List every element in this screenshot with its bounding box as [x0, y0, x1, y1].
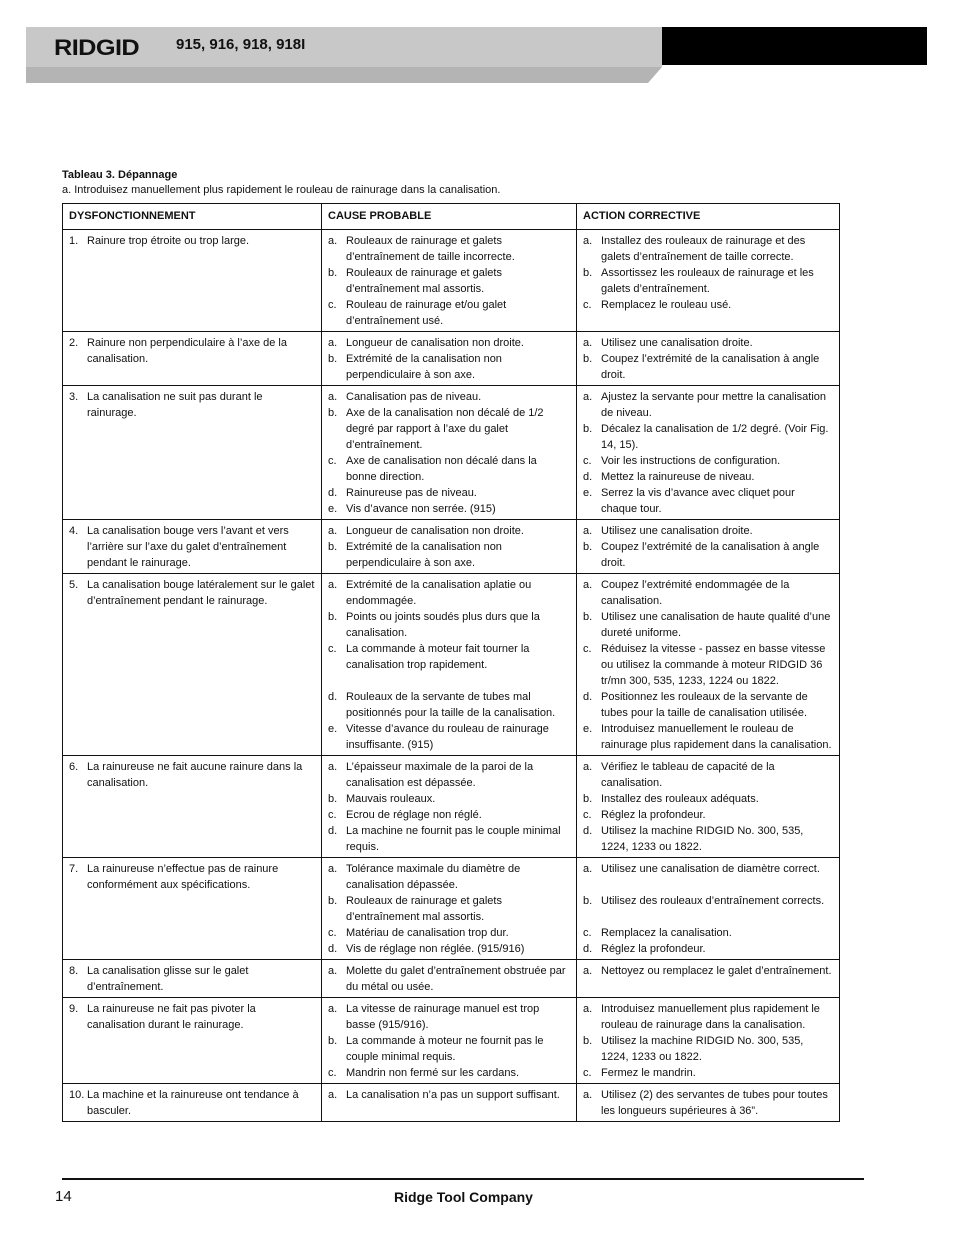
item-text: Rouleaux de rainurage et galets d’entraînement mal assortis.: [346, 895, 502, 923]
cause-cell: [322, 332, 577, 386]
item-letter: b.: [328, 353, 338, 365]
item-letter: d.: [583, 471, 593, 483]
item-letter: a.: [328, 337, 338, 349]
item-letter: b.: [328, 793, 338, 805]
item-letter: b.: [583, 895, 593, 907]
row-number: 3.: [69, 391, 79, 403]
problem-text: La rainureuse ne fait aucune rainure dans la canalisation.: [87, 761, 303, 789]
item-letter: a.: [328, 1003, 338, 1015]
problem-cell: [63, 332, 322, 386]
spacer: [583, 909, 833, 925]
item-text: Mauvais rouleaux.: [346, 793, 436, 805]
table-body: [63, 230, 840, 1122]
row-number: 5.: [69, 579, 79, 591]
item-text: Canalisation pas de niveau.: [346, 391, 482, 403]
item-text: Mandrin non fermé sur les cardans.: [346, 1067, 520, 1079]
item-letter: a.: [328, 391, 338, 403]
table-header-row: [63, 204, 840, 230]
item-text: Ecrou de réglage non réglé.: [346, 809, 482, 821]
item-text: Installez des rouleaux de rainurage et des galets d’entraînement de taille correcte.: [601, 235, 806, 263]
cause-item: [328, 941, 570, 957]
item-text: Réglez la profondeur.: [601, 809, 706, 821]
item-letter: d.: [328, 943, 338, 955]
cause-item: [328, 791, 570, 807]
table-row: [63, 1084, 840, 1122]
table-title: Tableau 3. Dépannage: [62, 169, 178, 181]
problem-text: La canalisation bouge latéralement sur le galet d’entraînement pendant le rainurage.: [87, 579, 315, 607]
problem-text: Rainure non perpendiculaire à l’axe de la canalisation.: [87, 337, 287, 365]
item-text: Fermez le mandrin.: [601, 1067, 696, 1079]
item-text: Remplacez la canalisation.: [601, 927, 732, 939]
item-text: Nettoyez ou remplacez le galet d’entraînement.: [601, 965, 832, 977]
item-text: Introduisez manuellement plus rapidement le rouleau de rainurage dans la canalisation.: [601, 1003, 820, 1031]
table-row: [63, 998, 840, 1084]
cause-item: [328, 925, 570, 941]
spacer: [583, 877, 833, 893]
item-text: Coupez l’extrémité de la canalisation à angle droit.: [601, 353, 820, 381]
action-item: [583, 861, 833, 877]
item-letter: d.: [583, 825, 593, 837]
item-text: Rainureuse pas de niveau.: [346, 487, 477, 499]
cause-cell: [322, 1084, 577, 1122]
item-text: La commande à moteur fait tourner la canalisation trop rapidement.: [346, 643, 530, 671]
cause-item: [328, 721, 570, 753]
header-cause: CAUSE PROBABLE: [322, 204, 577, 230]
cause-item: [328, 335, 570, 351]
cause-item: [328, 641, 570, 673]
action-item: [583, 453, 833, 469]
item-letter: e.: [583, 723, 593, 735]
item-letter: a.: [583, 965, 593, 977]
action-item: [583, 265, 833, 297]
action-item: [583, 641, 833, 689]
cause-item: [328, 861, 570, 893]
cause-item: [328, 893, 570, 925]
action-item: [583, 941, 833, 957]
row-number: 9.: [69, 1003, 79, 1015]
item-text: Réglez la profondeur.: [601, 943, 706, 955]
item-text: Introduisez manuellement le rouleau de rainurage plus rapidement dans la canalisation.: [601, 723, 832, 751]
item-letter: d.: [583, 691, 593, 703]
cause-item: [328, 689, 570, 721]
table-caption: [62, 168, 500, 198]
model-numbers: 915, 916, 918, 918I: [176, 36, 306, 53]
problem-cell: [63, 858, 322, 960]
table-row: [63, 520, 840, 574]
action-item: [583, 539, 833, 571]
item-letter: b.: [328, 541, 338, 553]
item-text: Extrémité de la canalisation non perpendiculaire à son axe.: [346, 353, 502, 381]
problem-cell: [63, 998, 322, 1084]
item-text: Utilisez une canalisation droite.: [601, 525, 753, 537]
header-problem: DYSFONCTIONNEMENT: [63, 204, 322, 230]
cause-item: [328, 1065, 570, 1081]
item-letter: c.: [328, 927, 337, 939]
item-letter: a.: [583, 337, 593, 349]
item-letter: c.: [583, 455, 592, 467]
table-row: [63, 960, 840, 998]
cause-item: [328, 485, 570, 501]
problem-cell: [63, 960, 322, 998]
row-number: 4.: [69, 525, 79, 537]
row-number: 8.: [69, 965, 79, 977]
action-item: [583, 389, 833, 421]
item-text: Axe de la canalisation non décalé de 1/2 degré par rapport à l’axe du galet d’entraînement.: [346, 407, 544, 451]
item-text: Matériau de canalisation trop dur.: [346, 927, 509, 939]
problem-cell: [63, 574, 322, 756]
item-letter: a.: [583, 579, 593, 591]
cause-item: [328, 405, 570, 453]
action-item: [583, 335, 833, 351]
item-letter: a.: [583, 1003, 593, 1015]
item-letter: a.: [583, 525, 593, 537]
item-letter: b.: [328, 611, 338, 623]
action-cell: [577, 520, 840, 574]
company-name: Ridge Tool Company: [394, 1189, 533, 1205]
action-item: [583, 807, 833, 823]
action-item: [583, 925, 833, 941]
action-cell: [577, 574, 840, 756]
cause-item: [328, 1033, 570, 1065]
cause-item: [328, 823, 570, 855]
action-item: [583, 469, 833, 485]
item-letter: c.: [583, 809, 592, 821]
problem-text: La rainureuse ne fait pas pivoter la canalisation durant le rainurage.: [87, 1003, 256, 1031]
item-text: La canalisation n’a pas un support suffisant.: [346, 1089, 560, 1101]
table-row: [63, 756, 840, 858]
cause-item: [328, 807, 570, 823]
table-row: [63, 858, 840, 960]
item-letter: c.: [328, 455, 337, 467]
item-text: Points ou joints soudés plus durs que la canalisation.: [346, 611, 540, 639]
action-item: [583, 1087, 833, 1119]
action-item: [583, 791, 833, 807]
cause-item: [328, 523, 570, 539]
item-letter: b.: [328, 267, 338, 279]
action-cell: [577, 332, 840, 386]
item-letter: d.: [583, 943, 593, 955]
item-text: Extrémité de la canalisation non perpendiculaire à son axe.: [346, 541, 502, 569]
item-letter: a.: [328, 525, 338, 537]
cause-cell: [322, 960, 577, 998]
item-letter: a.: [328, 965, 338, 977]
cause-item: [328, 389, 570, 405]
action-cell: [577, 386, 840, 520]
problem-text: La canalisation bouge vers l’avant et vers l’arrière sur l’axe du galet d’entraînement pendant le rainurage.: [87, 525, 289, 569]
action-item: [583, 233, 833, 265]
item-letter: d.: [328, 691, 338, 703]
item-text: Rouleaux de la servante de tubes mal positionnés pour la taille de la canalisation.: [346, 691, 556, 719]
header-action: ACTION CORRECTIVE: [577, 204, 840, 230]
action-item: [583, 1033, 833, 1065]
item-letter: a.: [583, 391, 593, 403]
action-cell: [577, 230, 840, 332]
item-text: Voir les instructions de configuration.: [601, 455, 781, 467]
item-letter: e.: [328, 503, 338, 515]
item-text: Coupez l’extrémité de la canalisation à angle droit.: [601, 541, 820, 569]
troubleshooting-table: [62, 203, 840, 1122]
item-text: Extrémité de la canalisation aplatie ou endommagée.: [346, 579, 532, 607]
table-row: [63, 332, 840, 386]
item-text: Utilisez la machine RIDGID No. 300, 535, 1224, 1233 ou 1822.: [601, 825, 804, 853]
problem-text: La canalisation ne suit pas durant le rainurage.: [87, 391, 263, 419]
item-letter: a.: [328, 1089, 338, 1101]
item-text: L’épaisseur maximale de la paroi de la canalisation est dépassée.: [346, 761, 534, 789]
cause-item: [328, 759, 570, 791]
item-letter: c.: [328, 643, 337, 655]
item-text: Utilisez la machine RIDGID No. 300, 535, 1224, 1233 ou 1822.: [601, 1035, 804, 1063]
item-letter: b.: [583, 423, 593, 435]
item-text: Vitesse d’avance du rouleau de rainurage insuffisante. (915): [346, 723, 549, 751]
item-letter: b.: [583, 793, 593, 805]
problem-cell: [63, 386, 322, 520]
problem-text: Rainure trop étroite ou trop large.: [87, 235, 250, 247]
row-number: 6.: [69, 761, 79, 773]
cause-cell: [322, 386, 577, 520]
cause-item: [328, 1001, 570, 1033]
problem-cell: [63, 1084, 322, 1122]
table-row: [63, 386, 840, 520]
item-letter: c.: [328, 1067, 337, 1079]
cause-item: [328, 577, 570, 609]
action-item: [583, 689, 833, 721]
problem-cell: [63, 230, 322, 332]
item-letter: c.: [328, 809, 337, 821]
item-letter: d.: [328, 487, 338, 499]
cause-item: [328, 297, 570, 329]
footer-rule: [62, 1178, 864, 1180]
cause-item: [328, 539, 570, 571]
header-black-block: [662, 27, 927, 65]
item-letter: a.: [583, 761, 593, 773]
item-text: Utilisez une canalisation droite.: [601, 337, 753, 349]
cause-cell: [322, 858, 577, 960]
action-item: [583, 823, 833, 855]
item-text: Vérifiez le tableau de capacité de la canalisation.: [601, 761, 775, 789]
cause-cell: [322, 756, 577, 858]
problem-cell: [63, 756, 322, 858]
item-letter: a.: [328, 579, 338, 591]
item-letter: b.: [583, 1035, 593, 1047]
item-text: Remplacez le rouleau usé.: [601, 299, 732, 311]
row-number: 2.: [69, 337, 79, 349]
action-cell: [577, 960, 840, 998]
item-letter: b.: [583, 353, 593, 365]
cause-item: [328, 501, 570, 517]
item-letter: b.: [583, 267, 593, 279]
cause-cell: [322, 574, 577, 756]
item-text: Utilisez une canalisation de diamètre correct.: [601, 863, 820, 875]
action-item: [583, 421, 833, 453]
cause-item: [328, 351, 570, 383]
action-cell: [577, 998, 840, 1084]
table-note: a. Introduisez manuellement plus rapidement le rouleau de rainurage dans la canalisation.: [62, 184, 501, 196]
action-cell: [577, 858, 840, 960]
item-text: Installez des rouleaux adéquats.: [601, 793, 759, 805]
item-letter: a.: [583, 1089, 593, 1101]
action-item: [583, 893, 833, 909]
item-text: Axe de canalisation non décalé dans la bonne direction.: [346, 455, 537, 483]
problem-cell: [63, 520, 322, 574]
item-letter: d.: [328, 825, 338, 837]
table-row: [63, 574, 840, 756]
row-number: 10.: [69, 1089, 85, 1101]
item-letter: c.: [583, 927, 592, 939]
item-letter: a.: [328, 235, 338, 247]
item-text: Coupez l’extrémité endommagée de la canalisation.: [601, 579, 790, 607]
item-letter: a.: [328, 761, 338, 773]
action-item: [583, 297, 833, 313]
action-item: [583, 1065, 833, 1081]
cause-cell: [322, 998, 577, 1084]
ridgid-logo: RIDGID: [54, 35, 140, 60]
cause-item: [328, 1087, 570, 1103]
cause-item: [328, 609, 570, 641]
action-item: [583, 721, 833, 753]
item-letter: e.: [328, 723, 338, 735]
action-item: [583, 1001, 833, 1033]
item-text: Tolérance maximale du diamètre de canalisation dépassée.: [346, 863, 521, 891]
item-letter: b.: [583, 541, 593, 553]
item-text: Rouleau de rainurage et/ou galet d’entraînement usé.: [346, 299, 507, 327]
item-text: La machine ne fournit pas le couple minimal requis.: [346, 825, 561, 853]
cause-item: [328, 963, 570, 995]
problem-text: La canalisation glisse sur le galet d’entraînement.: [87, 965, 249, 993]
cause-cell: [322, 520, 577, 574]
item-letter: b.: [328, 895, 338, 907]
cause-item: [328, 233, 570, 265]
item-text: Réduisez la vitesse - passez en basse vitesse ou utilisez la commande à moteur RIDGID 36 tr/mn 300, 535, 1233, 1224 ou 1822.: [601, 643, 826, 687]
header-stripe: [26, 67, 662, 83]
action-item: [583, 485, 833, 517]
item-text: La commande à moteur ne fournit pas le couple minimal requis.: [346, 1035, 544, 1063]
item-letter: c.: [328, 299, 337, 311]
item-text: Positionnez les rouleaux de la servante de tubes pour la taille de canalisation utilisée.: [601, 691, 808, 719]
action-item: [583, 523, 833, 539]
item-letter: c.: [583, 643, 592, 655]
item-text: Serrez la vis d’avance avec cliquet pour chaque tour.: [601, 487, 795, 515]
item-text: Longueur de canalisation non droite.: [346, 337, 524, 349]
item-letter: a.: [583, 863, 593, 875]
action-item: [583, 759, 833, 791]
item-text: Utilisez (2) des servantes de tubes pour toutes les longueurs supérieures à 36”.: [601, 1089, 828, 1117]
item-letter: a.: [328, 863, 338, 875]
item-letter: c.: [583, 299, 592, 311]
action-item: [583, 963, 833, 979]
action-item: [583, 351, 833, 383]
cause-cell: [322, 230, 577, 332]
action-item: [583, 609, 833, 641]
page-number: 14: [55, 1188, 72, 1205]
table-row: [63, 230, 840, 332]
item-text: Mettez la rainureuse de niveau.: [601, 471, 755, 483]
item-text: Utilisez une canalisation de haute qualité d’une dureté uniforme.: [601, 611, 831, 639]
item-text: Utilisez des rouleaux d’entraînement corrects.: [601, 895, 825, 907]
problem-text: La machine et la rainureuse ont tendance à basculer.: [87, 1089, 299, 1117]
item-letter: e.: [583, 487, 593, 499]
cause-item: [328, 453, 570, 485]
item-text: Assortissez les rouleaux de rainurage et les galets d’entraînement.: [601, 267, 814, 295]
row-number: 7.: [69, 863, 79, 875]
item-text: Vis d’avance non serrée. (915): [346, 503, 496, 515]
action-cell: [577, 756, 840, 858]
item-text: La vitesse de rainurage manuel est trop basse (915/916).: [346, 1003, 540, 1031]
item-text: Rouleaux de rainurage et galets d’entraînement mal assortis.: [346, 267, 502, 295]
item-letter: b.: [328, 407, 338, 419]
item-letter: a.: [583, 235, 593, 247]
spacer: [328, 673, 570, 689]
item-text: Ajustez la servante pour mettre la canalisation de niveau.: [601, 391, 827, 419]
item-text: Longueur de canalisation non droite.: [346, 525, 524, 537]
item-text: Vis de réglage non réglée. (915/916): [346, 943, 525, 955]
action-item: [583, 577, 833, 609]
row-number: 1.: [69, 235, 79, 247]
item-text: Molette du galet d’entraînement obstruée par du métal ou usée.: [346, 965, 566, 993]
item-letter: c.: [583, 1067, 592, 1079]
item-letter: b.: [328, 1035, 338, 1047]
item-text: Rouleaux de rainurage et galets d’entraînement de taille incorrecte.: [346, 235, 515, 263]
item-letter: b.: [583, 611, 593, 623]
cause-item: [328, 265, 570, 297]
problem-text: La rainureuse n’effectue pas de rainure conformément aux spécifications.: [87, 863, 279, 891]
item-text: Décalez la canalisation de 1/2 degré. (Voir Fig. 14, 15).: [601, 423, 829, 451]
action-cell: [577, 1084, 840, 1122]
